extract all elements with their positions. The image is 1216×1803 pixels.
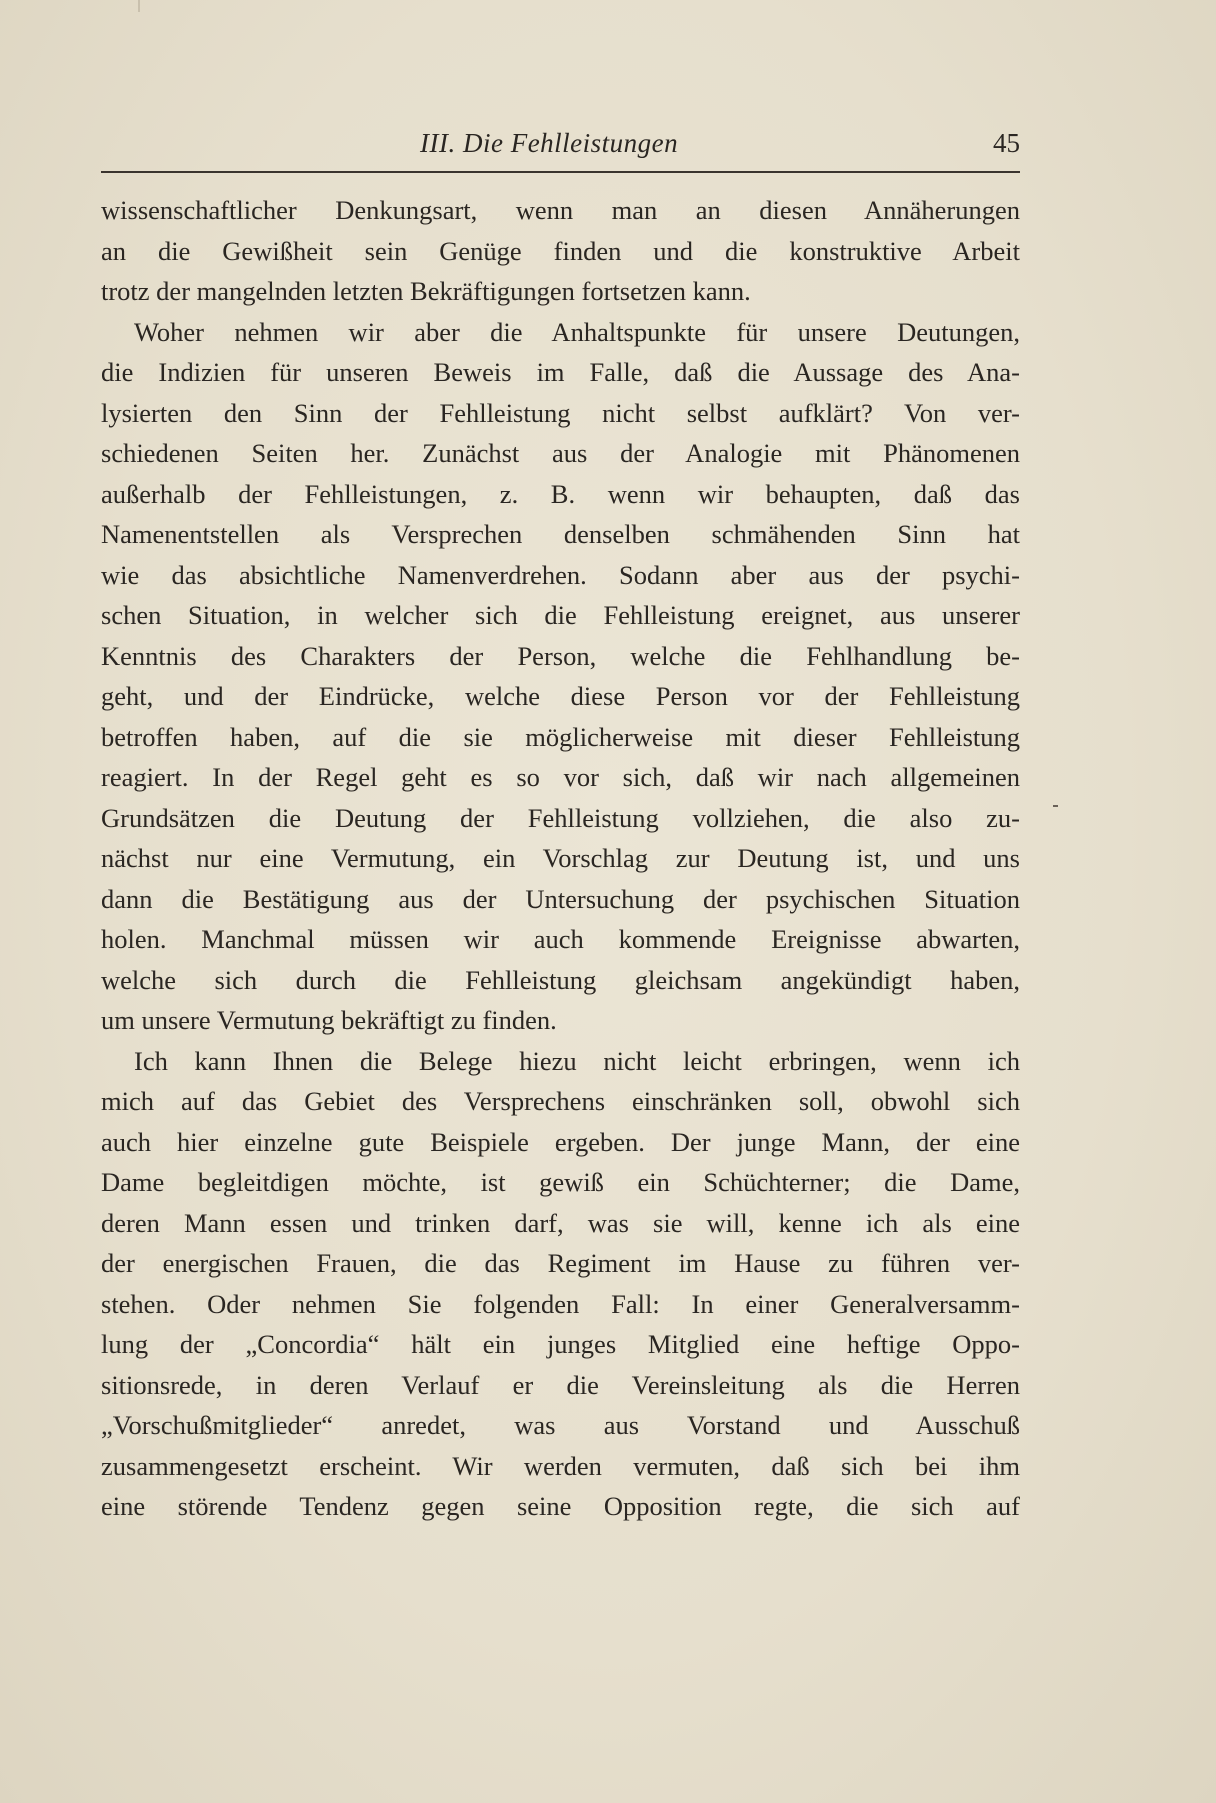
- header-rule: [101, 171, 1020, 173]
- text-line: geht, und der Eindrücke, welche diese Person vor der Fehlleistung: [101, 681, 1020, 711]
- text-line: „Vorschußmitglieder“ anredet, was aus Vorstand und Ausschuß: [101, 1410, 1020, 1440]
- text-line: holen. Manchmal müssen wir auch kommende Ereignisse abwarten,: [101, 924, 1020, 954]
- page-number: 45: [993, 128, 1020, 158]
- text-line: Kenntnis des Charakters der Person, welche die Fehlhandlung be-: [101, 640, 1020, 671]
- text-line: lysierten den Sinn der Fehlleistung nicht selbst aufklärt? Von ver-: [101, 397, 1020, 428]
- text-line: Grundsätzen die Deutung der Fehlleistung vollziehen, die also zu-: [101, 802, 1020, 833]
- text-line: welche sich durch die Fehlleistung gleichsam angekündigt haben,: [101, 964, 1020, 995]
- text-line: schen Situation, in welcher sich die Fehlleistung ereignet, aus unserer: [101, 600, 1020, 630]
- text-line: Ich kann Ihnen die Belege hiezu nicht leicht erbringen, wenn ich: [134, 1045, 1020, 1076]
- scan-mark: [138, 0, 140, 12]
- text-line: eine störende Tendenz gegen seine Opposition regte, die sich auf: [101, 1491, 1020, 1521]
- text-line: schiedenen Seiten her. Zunächst aus der Analogie mit Phänomenen: [101, 438, 1020, 468]
- text-line: außerhalb der Fehlleistungen, z. B. wenn wir behaupten, daß das: [101, 478, 1020, 509]
- text-line: trotz der mangelnden letzten Bekräftigungen fortsetzen kann.: [101, 276, 751, 306]
- text-line: die Indizien für unseren Beweis im Falle, daß die Aussage des Ana-: [101, 357, 1020, 387]
- text-line: dann die Bestätigung aus der Untersuchung der psychischen Situation: [101, 883, 1020, 914]
- text-line: Dame begleitdigen möchte, ist gewiß ein Schüchterner; die Dame,: [101, 1167, 1020, 1197]
- text-line: deren Mann essen und trinken darf, was sie will, kenne ich als eine: [101, 1207, 1020, 1238]
- margin-mark: [1053, 805, 1058, 807]
- body-text: [101, 190, 1020, 1527]
- text-line: reagiert. In der Regel geht es so vor sich, daß wir nach allgemeinen: [101, 762, 1020, 792]
- text-line: zusammengesetzt erscheint. Wir werden vermuten, daß sich bei ihm: [101, 1450, 1020, 1481]
- text-line: Namenentstellen als Versprechen denselben schmähenden Sinn hat: [101, 519, 1020, 549]
- text-line: auch hier einzelne gute Beispiele ergeben. Der junge Mann, der eine: [101, 1126, 1020, 1157]
- text-line: Woher nehmen wir aber die Anhaltspunkte für unsere Deutungen,: [134, 316, 1020, 347]
- text-line: wie das absichtliche Namenverdrehen. Sodann aber aus der psychi-: [101, 559, 1020, 590]
- text-line: lung der „Concordia“ hält ein junges Mitglied eine heftige Oppo-: [101, 1329, 1020, 1359]
- text-line: um unsere Vermutung bekräftigt zu finden.: [101, 1005, 557, 1035]
- running-title: III. Die Fehlleistungen: [420, 128, 679, 158]
- text-line: an die Gewißheit sein Genüge finden und die konstruktive Arbeit: [101, 235, 1020, 266]
- running-head: [101, 128, 1020, 168]
- text-line: wissenschaftlicher Denkungsart, wenn man an diesen Annäherungen: [101, 195, 1020, 225]
- text-line: betroffen haben, auf die sie möglicherweise mit dieser Fehlleistung: [101, 721, 1020, 752]
- text-line: der energischen Frauen, die das Regiment im Hause zu führen ver-: [101, 1248, 1020, 1278]
- text-line: sitionsrede, in deren Verlauf er die Vereinsleitung als die Herren: [101, 1369, 1020, 1400]
- text-line: nächst nur eine Vermutung, ein Vorschlag zur Deutung ist, und uns: [101, 843, 1020, 873]
- text-line: stehen. Oder nehmen Sie folgenden Fall: In einer Generalversamm-: [101, 1288, 1020, 1319]
- text-line: mich auf das Gebiet des Versprechens einschränken soll, obwohl sich: [101, 1086, 1020, 1116]
